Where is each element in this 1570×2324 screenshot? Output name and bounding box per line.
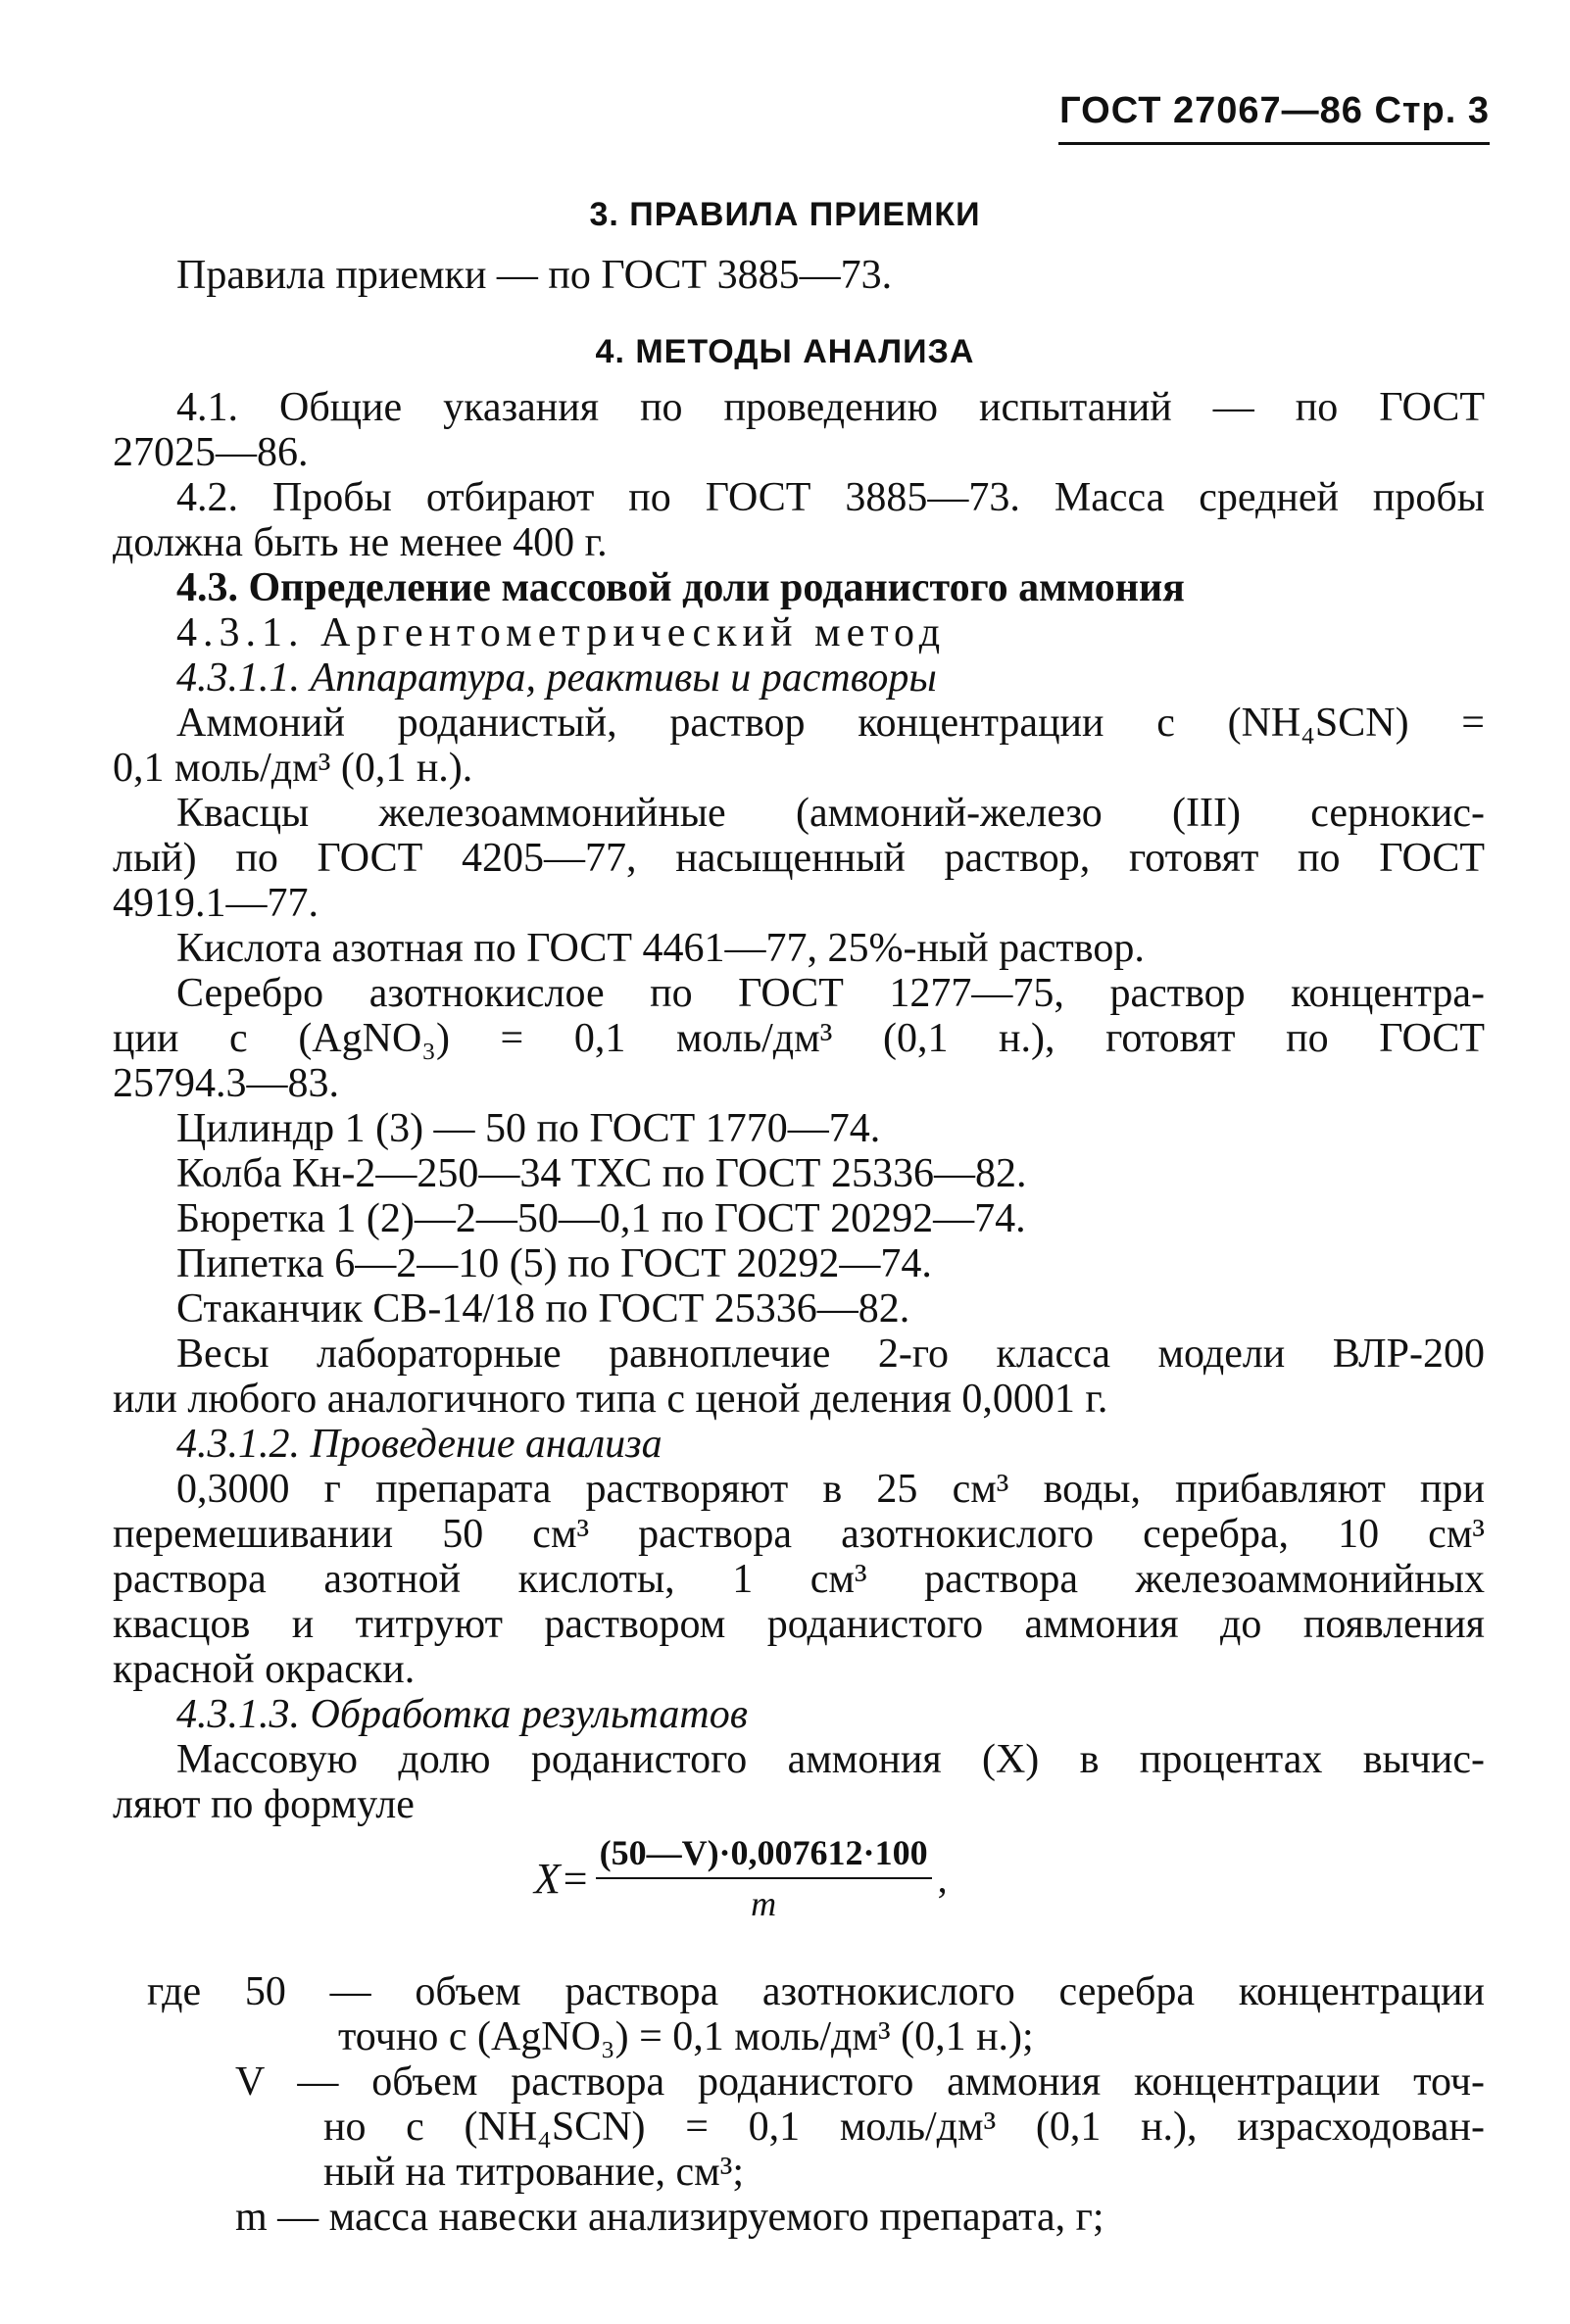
header-rule: [1058, 142, 1490, 145]
paragraph-line: Серебро азотнокислое по ГОСТ 1277—75, раствор концентра-: [176, 971, 1485, 1016]
page-header: ГОСТ 27067—86 Стр. 3: [1059, 90, 1490, 131]
acceptance-text: Правила приемки — по ГОСТ 3885—73.: [176, 253, 893, 298]
legend-line: точно c (AgNO₃) = 0,1 моль/дм³ (0,1 н.);: [338, 2014, 1034, 2059]
paragraph-line: 4919.1—77.: [113, 881, 319, 926]
subsection-heading-italic: 4.3.1.1. Аппаратура, реактивы и растворы: [176, 655, 937, 701]
paragraph-line: Кислота азотная по ГОСТ 4461—77, 25%-ный раствор.: [176, 926, 1145, 971]
paragraph-line: ляют по формуле: [113, 1782, 415, 1827]
paragraph-line: красной окраски.: [113, 1647, 416, 1692]
paragraph-line: 25794.3—83.: [113, 1061, 339, 1106]
paragraph-line: Массовую долю роданистого аммония (X) в процентах вычис-: [176, 1737, 1485, 1782]
equipment-item: Стаканчик СВ-14/18 по ГОСТ 25336—82.: [176, 1286, 910, 1331]
paragraph-line: перемешивании 50 см³ раствора азотнокислого серебра, 10 см³: [113, 1512, 1485, 1557]
formula: [534, 1832, 948, 1924]
section-title-methods: 4. МЕТОДЫ АНАЛИЗА: [595, 333, 975, 370]
formula-numerator: (50—V)·0,007612·100: [596, 1832, 932, 1879]
equipment-item: Колба Кн-2—250—34 ТХС по ГОСТ 25336—82.: [176, 1151, 1027, 1196]
paragraph-line: 4.2. Пробы отбирают по ГОСТ 3885—73. Масса средней пробы: [176, 475, 1485, 520]
paragraph-line: раствора азотной кислоты, 1 см³ раствора железоаммонийных: [113, 1557, 1485, 1602]
paragraph-line: ции c (AgNO₃) = 0,1 моль/дм³ (0,1 н.), готовят по ГОСТ: [113, 1016, 1485, 1061]
paragraph-line: Аммоний роданистый, раствор концентрации c (NH₄SCN) =: [176, 701, 1485, 746]
method-heading: 4.3.1. Аргентометрический метод: [176, 610, 947, 655]
formula-denominator: m: [751, 1884, 777, 1923]
legend-line: ный на титрование, см³;: [323, 2150, 744, 2195]
paragraph-line: Квасцы железоаммонийные (аммоний-железо (III) сернокис-: [176, 791, 1485, 836]
paragraph-line: 0,3000 г препарата растворяют в 25 см³ воды, прибавляют при: [176, 1467, 1485, 1512]
section-title-acceptance: 3. ПРАВИЛА ПРИЕМКИ: [589, 196, 981, 233]
paragraph-line: квасцов и титруют раствором роданистого аммония до появления: [113, 1602, 1485, 1647]
legend-line: где 50 — объем раствора азотнокислого серебра концентрации: [147, 1969, 1485, 2014]
legend-line: V — объем раствора роданистого аммония концентрации точ-: [235, 2059, 1485, 2105]
formula-lhs: X=: [534, 1854, 590, 1903]
formula-comma: ,: [937, 1856, 948, 1901]
subsection-heading-italic: 4.3.1.3. Обработка результатов: [176, 1692, 748, 1737]
formula-fraction: [596, 1832, 932, 1924]
equipment-item: Бюретка 1 (2)—2—50—0,1 по ГОСТ 20292—74.: [176, 1196, 1026, 1241]
subsection-heading: 4.3. Определение массовой доли роданистого аммония: [176, 565, 1185, 610]
subsection-heading-italic: 4.3.1.2. Проведение анализа: [176, 1422, 662, 1467]
paragraph-line: 0,1 моль/дм³ (0,1 н.).: [113, 746, 473, 791]
legend-line: но c (NH₄SCN) = 0,1 моль/дм³ (0,1 н.), израсходован-: [323, 2105, 1485, 2150]
paragraph-line: должна быть не менее 400 г.: [113, 520, 608, 565]
paragraph-line: или любого аналогичного типа с ценой деления 0,0001 г.: [113, 1377, 1108, 1422]
paragraph-line: 4.1. Общие указания по проведению испытаний — по ГОСТ: [176, 385, 1485, 430]
paragraph-line: Весы лабораторные равноплечие 2-го класса модели ВЛР-200: [176, 1331, 1485, 1377]
legend-line: m — масса навески анализируемого препарата, г;: [235, 2195, 1104, 2240]
equipment-item: Пипетка 6—2—10 (5) по ГОСТ 20292—74.: [176, 1241, 932, 1286]
equipment-item: Цилиндр 1 (3) — 50 по ГОСТ 1770—74.: [176, 1106, 881, 1151]
paragraph-line: 27025—86.: [113, 430, 309, 475]
paragraph-line: лый) по ГОСТ 4205—77, насыщенный раствор, готовят по ГОСТ: [113, 836, 1485, 881]
